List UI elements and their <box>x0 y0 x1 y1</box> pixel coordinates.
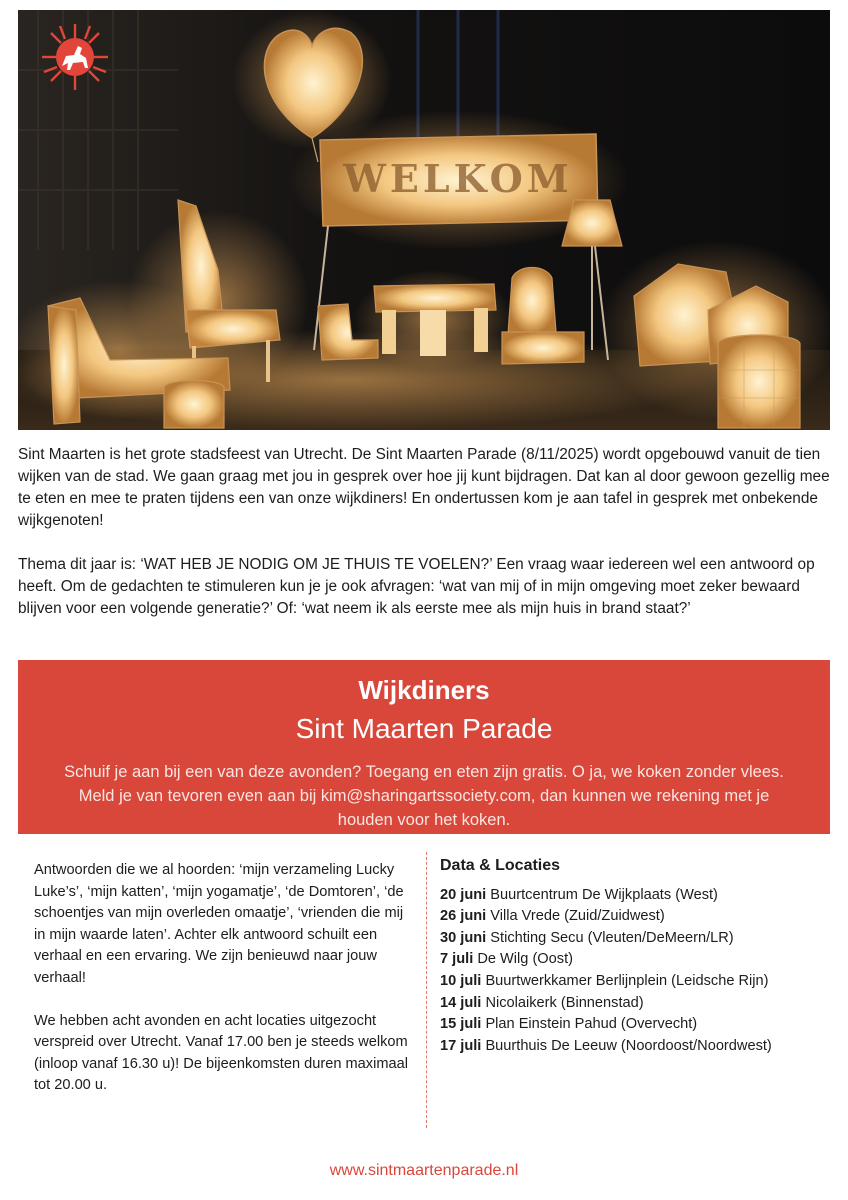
location-date: 7 juli <box>440 951 474 968</box>
location-row <box>440 971 840 993</box>
location-place: Buurtwerkkamer Berlijnplein (Leidsche Rijn) <box>485 972 769 989</box>
intro-paragraph-2: Thema dit jaar is: ‘WAT HEB JE NODIG OM JE THUIS TE VOELEN?’ Een vraag waar iedereen wel een antwoord op heeft. Om de gedachten te stimuleren kun je je ook afvragen: ‘wat van mij of in mijn omgeving moet zeker bewaard blijven voor een volgende generatie?’ Of: ‘wat neem ik als eerste mee als mijn huis in brand staat?’ <box>18 556 815 617</box>
location-date: 14 juli <box>440 994 482 1011</box>
footer-website-link[interactable]: www.sintmaartenparade.nl <box>329 1162 519 1179</box>
intro-paragraph-1: Sint Maarten is het grote stadsfeest van Utrecht. De Sint Maarten Parade (8/11/2025) wordt opgebouwd vanuit de tien wijken van de stad. We gaan graag met jou in gesprek over hoe jij kunt bijdragen. Dat kan al door gewoon gezellig mee te eten en mee te praten tijdens een van onze wijkdiners! En ondertussen kom je aan tafel in gesprek met onbekende wijkgenoten! <box>18 446 830 529</box>
banner-title: Wijkdiners <box>358 675 490 705</box>
location-date: 17 juli <box>440 1037 482 1054</box>
welkom-sign-text: WELKOM <box>343 156 573 201</box>
location-date: 30 juni <box>440 929 487 946</box>
hero-photo <box>18 10 830 430</box>
banner-description: Schuif je aan bij een van deze avonden? Toegang en eten zijn gratis. O ja, we koken zonder vlees. Meld je van tevoren even aan bij kim@sharingartssociety.com, dan kunnen we rekening met je houden voor het koken. <box>64 763 784 829</box>
location-row <box>440 928 840 950</box>
location-place: Buurtcentrum De Wijkplaats (West) <box>490 886 718 903</box>
evenings-paragraph: We hebben acht avonden en acht locaties uitgezocht verspreid over Utrecht. Vanaf 17.00 ben je steeds welkom (inloop vanaf 16.30 u)! De bijeenkomsten duren maximaal tot 20.00 u. <box>34 1012 408 1093</box>
location-place: Plan Einstein Pahud (Overvecht) <box>485 1016 698 1033</box>
location-place: Villa Vrede (Zuid/Zuidwest) <box>490 908 665 925</box>
column-divider <box>426 852 427 1128</box>
location-row <box>440 906 840 928</box>
location-place: Buurthuis De Leeuw (Noordoost/Noordwest) <box>485 1037 772 1054</box>
logo[interactable] <box>40 22 110 92</box>
location-date: 26 juni <box>440 908 487 925</box>
locations-column <box>440 855 840 1057</box>
location-date: 15 juli <box>440 1016 482 1033</box>
location-row <box>440 1036 840 1058</box>
answers-column <box>34 860 414 1118</box>
location-place: De Wilg (Oost) <box>477 951 573 968</box>
answers-paragraph: Antwoorden die we al hoorden: ‘mijn verzameling Lucky Luke’s’, ‘mijn katten’, ‘mijn yogamatje’, ‘de Domtoren’, ‘de schoentjes van mijn overleden omaatje’, ‘vrienden die mij in mijn waarde laten’. Achter elk antwoord schuilt een verhaal en een ervaring. We zijn benieuwd naar jouw verhaal! <box>34 862 404 986</box>
wijkdiners-banner <box>18 660 830 834</box>
location-row <box>440 1014 840 1036</box>
horse-rider-logo-icon <box>40 22 110 92</box>
location-row <box>440 993 840 1015</box>
intro-text <box>18 444 830 642</box>
location-row <box>440 885 840 907</box>
location-place: Stichting Secu (Vleuten/DeMeern/LR) <box>490 929 734 946</box>
location-row <box>440 949 840 971</box>
lantern-scene-illustration <box>18 10 830 430</box>
banner-subtitle: Sint Maarten Parade <box>295 713 553 744</box>
location-place: Nicolaikerk (Binnenstad) <box>485 994 644 1011</box>
location-date: 20 juni <box>440 886 487 903</box>
location-date: 10 juli <box>440 972 482 989</box>
locations-heading: Data & Locaties <box>440 857 561 874</box>
